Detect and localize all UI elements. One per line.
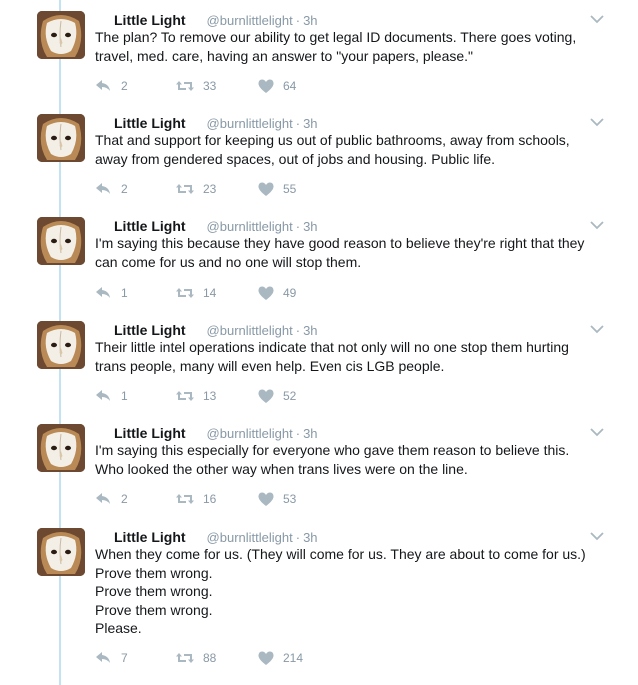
heart-icon	[257, 285, 275, 301]
display-name[interactable]: Little Light	[114, 218, 186, 234]
timestamp[interactable]: 3h	[303, 323, 318, 338]
tweet-header	[95, 114, 318, 132]
avatar[interactable]	[37, 217, 85, 265]
reply-count: 2	[121, 492, 128, 506]
tweet-text-line: Prove them wrong.	[95, 583, 213, 599]
avatar[interactable]	[37, 424, 85, 472]
chevron-down-icon[interactable]	[589, 218, 605, 232]
chevron-down-icon[interactable]	[589, 115, 605, 129]
display-name[interactable]: Little Light	[114, 115, 186, 131]
display-name[interactable]: Little Light	[114, 529, 186, 545]
retweet-count: 88	[203, 651, 217, 665]
tweet-text-line: When they come for us. (They will come for us. They are about to come for us.)	[95, 546, 586, 562]
timestamp[interactable]: 3h	[303, 219, 318, 234]
tweet[interactable]	[0, 413, 638, 516]
tweet-text-line: Their little intel operations indicate that not only will no one stop them hurting	[95, 339, 569, 355]
retweet-button[interactable]	[175, 491, 216, 507]
like-button[interactable]	[257, 650, 303, 666]
tweet-text	[95, 338, 620, 375]
reply-count: 2	[121, 182, 128, 196]
heart-icon	[257, 388, 275, 404]
like-count: 53	[283, 492, 297, 506]
retweet-icon	[175, 285, 195, 301]
timestamp[interactable]: 3h	[303, 116, 318, 131]
like-button[interactable]	[257, 78, 296, 94]
reply-button[interactable]	[95, 78, 128, 94]
reply-button[interactable]	[95, 181, 128, 197]
separator-dot: ·	[295, 426, 301, 441]
tweet[interactable]	[0, 206, 638, 309]
reply-icon	[95, 78, 113, 94]
like-count: 52	[283, 389, 297, 403]
tweet[interactable]	[0, 517, 638, 677]
tweet-header	[95, 11, 318, 29]
reply-count: 2	[121, 79, 128, 93]
separator-dot: ·	[295, 13, 301, 28]
reply-button[interactable]	[95, 650, 128, 666]
reply-button[interactable]	[95, 285, 128, 301]
tweet-text-line: trans people, many will even help. Even cis LGB people.	[95, 357, 445, 374]
separator-dot: ·	[295, 116, 301, 131]
retweet-button[interactable]	[175, 285, 216, 301]
reply-button[interactable]	[95, 491, 128, 507]
heart-icon	[257, 491, 275, 507]
retweet-icon	[175, 78, 195, 94]
avatar[interactable]	[37, 321, 85, 369]
tweet-text	[95, 234, 620, 271]
separator-dot: ·	[295, 530, 301, 545]
chevron-down-icon[interactable]	[589, 529, 605, 543]
display-name[interactable]: Little Light	[114, 12, 186, 28]
tweet-header	[95, 321, 318, 339]
heart-icon	[257, 78, 275, 94]
user-handle[interactable]: @burnlittlelight	[206, 116, 293, 131]
like-button[interactable]	[257, 181, 296, 197]
like-count: 214	[283, 651, 304, 665]
timestamp[interactable]: 3h	[303, 530, 318, 545]
reply-count: 7	[121, 651, 128, 665]
tweet-text-line: Who looked the other way when trans lives were on the line.	[95, 460, 468, 477]
user-handle[interactable]: @burnlittlelight	[206, 219, 293, 234]
timestamp[interactable]: 3h	[303, 13, 318, 28]
like-count: 49	[283, 286, 297, 300]
tweet[interactable]	[0, 103, 638, 206]
tweet-text-line: Prove them wrong.	[95, 564, 213, 581]
chevron-down-icon[interactable]	[589, 12, 605, 26]
tweet-header	[95, 424, 318, 442]
tweet-text-line: Prove them wrong.	[95, 601, 213, 618]
tweet-text	[95, 28, 620, 65]
like-count: 64	[283, 79, 297, 93]
reply-icon	[95, 181, 113, 197]
retweet-button[interactable]	[175, 650, 216, 666]
user-handle[interactable]: @burnlittlelight	[206, 530, 293, 545]
tweet-text-line: can come for us and no one will stop them.	[95, 253, 362, 270]
tweet-text	[95, 545, 620, 638]
retweet-icon	[175, 181, 195, 197]
reply-icon	[95, 491, 113, 507]
retweet-icon	[175, 388, 195, 404]
avatar[interactable]	[37, 11, 85, 59]
reply-count: 1	[121, 389, 128, 403]
like-count: 55	[283, 182, 297, 196]
reply-count: 1	[121, 286, 128, 300]
retweet-count: 33	[203, 79, 217, 93]
tweet-text-line: I'm saying this especially for everyone who gave them reason to believe this.	[95, 442, 570, 458]
user-handle[interactable]: @burnlittlelight	[206, 426, 293, 441]
avatar[interactable]	[37, 114, 85, 162]
tweet[interactable]	[0, 0, 638, 103]
tweet-text-line: That and support for keeping us out of public bathrooms, away from schools,	[95, 132, 570, 148]
retweet-count: 23	[203, 182, 217, 196]
display-name[interactable]: Little Light	[114, 425, 186, 441]
chevron-down-icon[interactable]	[589, 425, 605, 439]
retweet-button[interactable]	[175, 388, 216, 404]
retweet-count: 14	[203, 286, 217, 300]
like-button[interactable]	[257, 491, 296, 507]
reply-button[interactable]	[95, 388, 128, 404]
tweet-text	[95, 441, 620, 478]
like-button[interactable]	[257, 285, 296, 301]
reply-icon	[95, 285, 113, 301]
avatar[interactable]	[37, 528, 85, 576]
user-handle[interactable]: @burnlittlelight	[206, 323, 293, 338]
retweet-count: 13	[203, 389, 217, 403]
tweet-header	[95, 528, 318, 546]
heart-icon	[257, 181, 275, 197]
chevron-down-icon[interactable]	[589, 322, 605, 336]
separator-dot: ·	[295, 219, 301, 234]
reply-icon	[95, 388, 113, 404]
retweet-icon	[175, 650, 195, 666]
tweet-text-line: I'm saying this because they have good reason to believe they're right that they	[95, 235, 585, 251]
like-button[interactable]	[257, 388, 296, 404]
timestamp[interactable]: 3h	[303, 426, 318, 441]
user-handle[interactable]: @burnlittlelight	[206, 13, 293, 28]
retweet-button[interactable]	[175, 181, 216, 197]
heart-icon	[257, 650, 275, 666]
reply-icon	[95, 650, 113, 666]
tweet-text-line: Please.	[95, 620, 142, 636]
retweet-count: 16	[203, 492, 217, 506]
tweet-text	[95, 131, 620, 168]
retweet-icon	[175, 491, 195, 507]
display-name[interactable]: Little Light	[114, 322, 186, 338]
tweet-text-line: travel, med. care, having an answer to "your papers, please."	[95, 47, 474, 64]
separator-dot: ·	[295, 323, 301, 338]
tweet-text-line: The plan? To remove our ability to get legal ID documents. There goes voting,	[95, 29, 577, 45]
tweet-header	[95, 217, 318, 235]
tweet[interactable]	[0, 310, 638, 413]
tweet-text-line: away from gendered spaces, out of jobs and housing. Public life.	[95, 150, 496, 167]
retweet-button[interactable]	[175, 78, 216, 94]
